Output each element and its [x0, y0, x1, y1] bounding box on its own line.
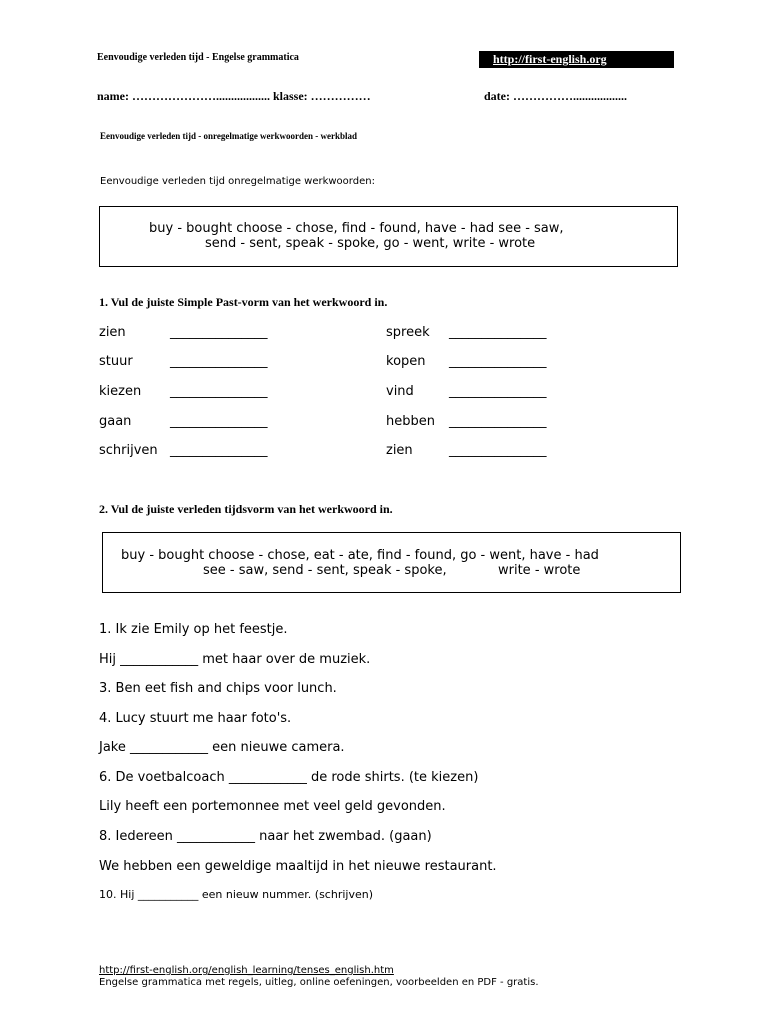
- section-2-heading: 2. Vul de juiste verleden tijdsvorm van het werkwoord in.: [99, 502, 393, 516]
- verb-label-left-3: kiezen: [99, 384, 142, 399]
- footer-link[interactable]: http://first-english.org/english_learning/tenses_english.htm: [99, 965, 394, 976]
- section-1-heading: 1. Vul de juiste Simple Past-vorm van het werkwoord in.: [99, 295, 388, 309]
- answer-blank-right-4[interactable]: _______________: [449, 414, 547, 429]
- verb-label-right-1: spreek: [386, 325, 430, 340]
- sentence-9: We hebben een geweldige maaltijd in het nieuwe restaurant.: [99, 859, 497, 874]
- verb-label-right-3: vind: [386, 384, 414, 399]
- document-title: Eenvoudige verleden tijd - Engelse grammatica: [97, 52, 299, 63]
- verb-label-right-5: zien: [386, 443, 413, 458]
- footer-text: Engelse grammatica met regels, uitleg, online oefeningen, voorbeelden en PDF - gratis.: [99, 977, 539, 988]
- worksheet-subtitle: Eenvoudige verleden tijd - onregelmatige werkwoorden - werkblad: [100, 131, 358, 141]
- sentence-5[interactable]: Jake ____________ een nieuwe camera.: [99, 740, 345, 755]
- answer-blank-right-5[interactable]: _______________: [449, 443, 547, 458]
- verb-list-box-1-line-1: buy - bought choose - chose, find - found, have - had see - saw,: [149, 221, 564, 236]
- verb-label-right-4: hebben: [386, 414, 435, 429]
- verb-label-left-1: zien: [99, 325, 126, 340]
- verb-label-right-2: kopen: [386, 354, 426, 369]
- intro-text: Eenvoudige verleden tijd onregelmatige werkwoorden:: [100, 176, 375, 187]
- name-class-line: name: ………………….................. klasse: ……………: [97, 89, 371, 103]
- site-link[interactable]: [479, 51, 674, 68]
- verb-list-box-2-line-2a: see - saw, send - sent, speak - spoke,: [203, 563, 447, 578]
- verb-label-left-2: stuur: [99, 354, 133, 369]
- answer-blank-right-3[interactable]: _______________: [449, 384, 547, 399]
- date-line: date: ……………..................: [484, 89, 627, 103]
- sentence-2[interactable]: Hij ____________ met haar over de muziek.: [99, 652, 371, 667]
- sentence-1: 1. Ik zie Emily op het feestje.: [99, 622, 288, 637]
- answer-blank-left-2[interactable]: _______________: [170, 354, 268, 369]
- answer-blank-left-3[interactable]: _______________: [170, 384, 268, 399]
- answer-blank-right-1[interactable]: _______________: [449, 325, 547, 340]
- verb-list-box-2-line-1: buy - bought choose - chose, eat - ate, find - found, go - went, have - had: [121, 548, 599, 563]
- answer-blank-right-2[interactable]: _______________: [449, 354, 547, 369]
- sentence-6[interactable]: 6. De voetbalcoach ____________ de rode shirts. (te kiezen): [99, 770, 479, 785]
- verb-list-box-2-line-2b: write - wrote: [498, 563, 581, 578]
- answer-blank-left-5[interactable]: _______________: [170, 443, 268, 458]
- sentence-3: 3. Ben eet fish and chips voor lunch.: [99, 681, 337, 696]
- answer-blank-left-4[interactable]: _______________: [170, 414, 268, 429]
- verb-label-left-4: gaan: [99, 414, 132, 429]
- sentence-4: 4. Lucy stuurt me haar foto's.: [99, 711, 292, 726]
- sentence-8[interactable]: 8. Iedereen ____________ naar het zwembad. (gaan): [99, 829, 432, 844]
- sentence-10[interactable]: 10. Hij ___________ een nieuw nummer. (schrijven): [99, 888, 373, 901]
- verb-list-box-1-line-2: send - sent, speak - spoke, go - went, write - wrote: [205, 236, 536, 251]
- answer-blank-left-1[interactable]: _______________: [170, 325, 268, 340]
- site-link-label: http://first-english.org: [493, 52, 607, 66]
- sentence-7: Lily heeft een portemonnee met veel geld gevonden.: [99, 799, 446, 814]
- verb-label-left-5: schrijven: [99, 443, 158, 458]
